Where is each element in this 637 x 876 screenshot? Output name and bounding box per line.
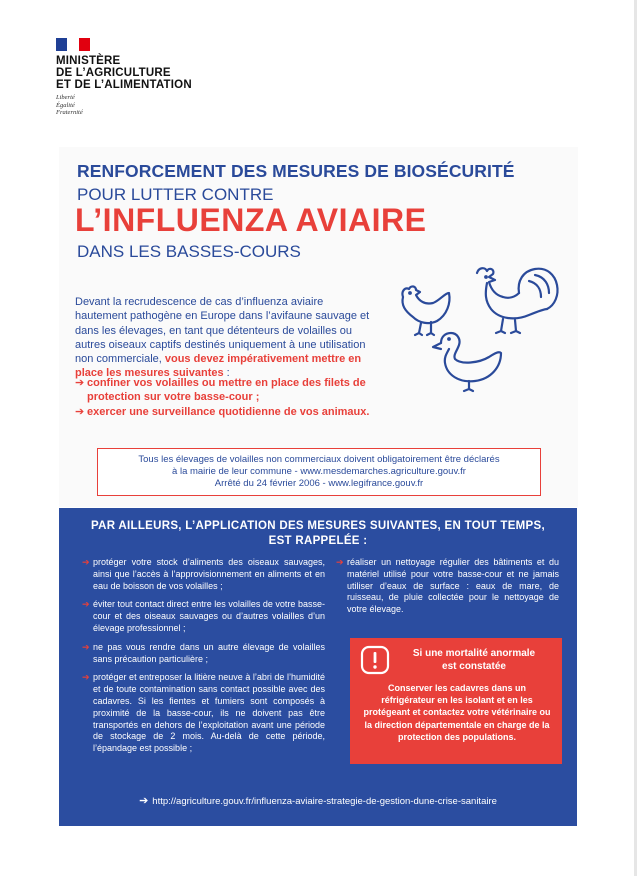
measure-item: ➔ éviter tout contact direct entre les volailles de votre basse-cour et des oiseaux sauvages ou d’autres volailles d’un élevage professionnel ;	[83, 599, 325, 634]
title-line-2: POUR LUTTER CONTRE	[77, 185, 274, 204]
ministry-logo	[56, 38, 192, 117]
more-info-link-line	[59, 794, 577, 807]
motto-liberte: Liberté	[56, 94, 75, 101]
measure-item: ➔ protéger et entreposer la litière neuve à l’abri de l’humidité et de toute contamination sans contact possible avec des cadavres. Si les fientes et fumiers sont composés à proximité de la basse-cour, ils ne doivent pas être transportés en dehors de l’exploitation avant une période de stockage de 2 mois. Au-delà de cette période, l’épandage est possible ;	[83, 672, 325, 755]
arrow-right-icon: ➔	[139, 795, 149, 807]
mandatory-measure-2: ➔ exercer une surveillance quotidienne de vos animaux.	[75, 405, 375, 419]
measure-item: ➔ ne pas vous rendre dans un autre élevage de volailles sans précaution particulière ;	[83, 642, 325, 666]
measures-title	[79, 519, 557, 549]
alert-body: Conserver les cadavres dans un réfrigérateur en les isolant et en les protégeant et contactez votre vétérinaire ou la direction départementale en charge de la protection des populations.	[363, 683, 551, 742]
title-main: L’INFLUENZA AVIAIRE	[75, 202, 427, 238]
motto-egalite: Égalité	[56, 101, 75, 109]
permanent-measures-section	[59, 508, 577, 826]
intro-text: Devant la recrudescence de cas d’influenza aviaire hautement pathogène en Europe dans l’avifaune sauvage et dans les élevages, en tant que détenteurs de volailles ou autres oiseaux captifs destinés uniquement à une utilisation non commerciale,	[75, 296, 370, 366]
notice-line-1: Tous les élevages de volailles non commerciaux doivent obligatoirement être déclarés	[138, 454, 500, 465]
marianne-flag-icon	[56, 38, 90, 51]
declaration-notice	[97, 448, 541, 496]
rooster-icon	[477, 268, 558, 333]
ministry-line-1: MINISTÈRE	[56, 55, 121, 67]
mandatory-measures-list	[75, 376, 375, 419]
mortality-alert-box	[350, 638, 562, 764]
intro-emphasis: vous devez impérativement mettre en place les mesures suivantes	[75, 353, 362, 380]
measure-item: ➔ protéger votre stock d’aliments des oiseaux sauvages, ainsi que l’accès à l’approvisionnement en aliments et en eau de boisson de vos volailles ;	[83, 557, 325, 592]
duck-icon	[433, 333, 501, 391]
motto	[56, 94, 192, 117]
measure-item: ➔ réaliser un nettoyage régulier des bâtiments et du matériel utilisé pour votre basse-cour et ne jamais utiliser d’eaux de surface : eaux de mare, de ruisseau, de pluie collectée pour le nettoyage de votre élevage.	[337, 557, 559, 616]
poultry-illustration-icon	[389, 259, 574, 394]
mandatory-measure-1: ➔ confiner vos volailles ou mettre en place des filets de protection sur votre basse-cour ;	[75, 376, 375, 405]
alert-title-line-2: est constatée	[442, 660, 506, 672]
motto-fraternite: Fraternité	[56, 109, 83, 116]
intro-end: :	[223, 367, 230, 380]
title-line-4: DANS LES BASSES-COURS	[77, 242, 301, 261]
title-line-1: RENFORCEMENT DES MESURES DE BIOSÉCURITÉ	[77, 161, 515, 181]
ministry-line-3: ET DE L’ALIMENTATION	[56, 79, 192, 91]
alert-title-line-1: Si une mortalité anormale	[412, 648, 536, 659]
measures-title-line-1: PAR AILLEURS, L’APPLICATION DES MESURES SUIVANTES, EN TOUT TEMPS,	[91, 520, 545, 532]
intro-paragraph	[75, 295, 375, 381]
hen-icon	[402, 286, 449, 335]
ministry-name	[56, 55, 192, 91]
notice-line-2: à la mairie de leur commune - www.mesdemarches.agriculture.gouv.fr	[172, 466, 466, 478]
measures-right-column	[337, 557, 559, 623]
notice-line-3: Arrêté du 24 février 2006 - www.legifrance.gouv.fr	[214, 478, 424, 490]
exclamation-icon	[360, 645, 390, 675]
measures-left-column	[83, 557, 325, 762]
alert-title	[388, 648, 560, 673]
more-info-link[interactable]: http://agriculture.gouv.fr/influenza-aviaire-strategie-de-gestion-dune-crise-sanitaire	[152, 796, 497, 807]
ministry-line-2: DE L’AGRICULTURE	[56, 67, 171, 79]
measures-title-line-2: EST RAPPELÉE :	[268, 535, 368, 547]
poster-card	[59, 147, 578, 507]
